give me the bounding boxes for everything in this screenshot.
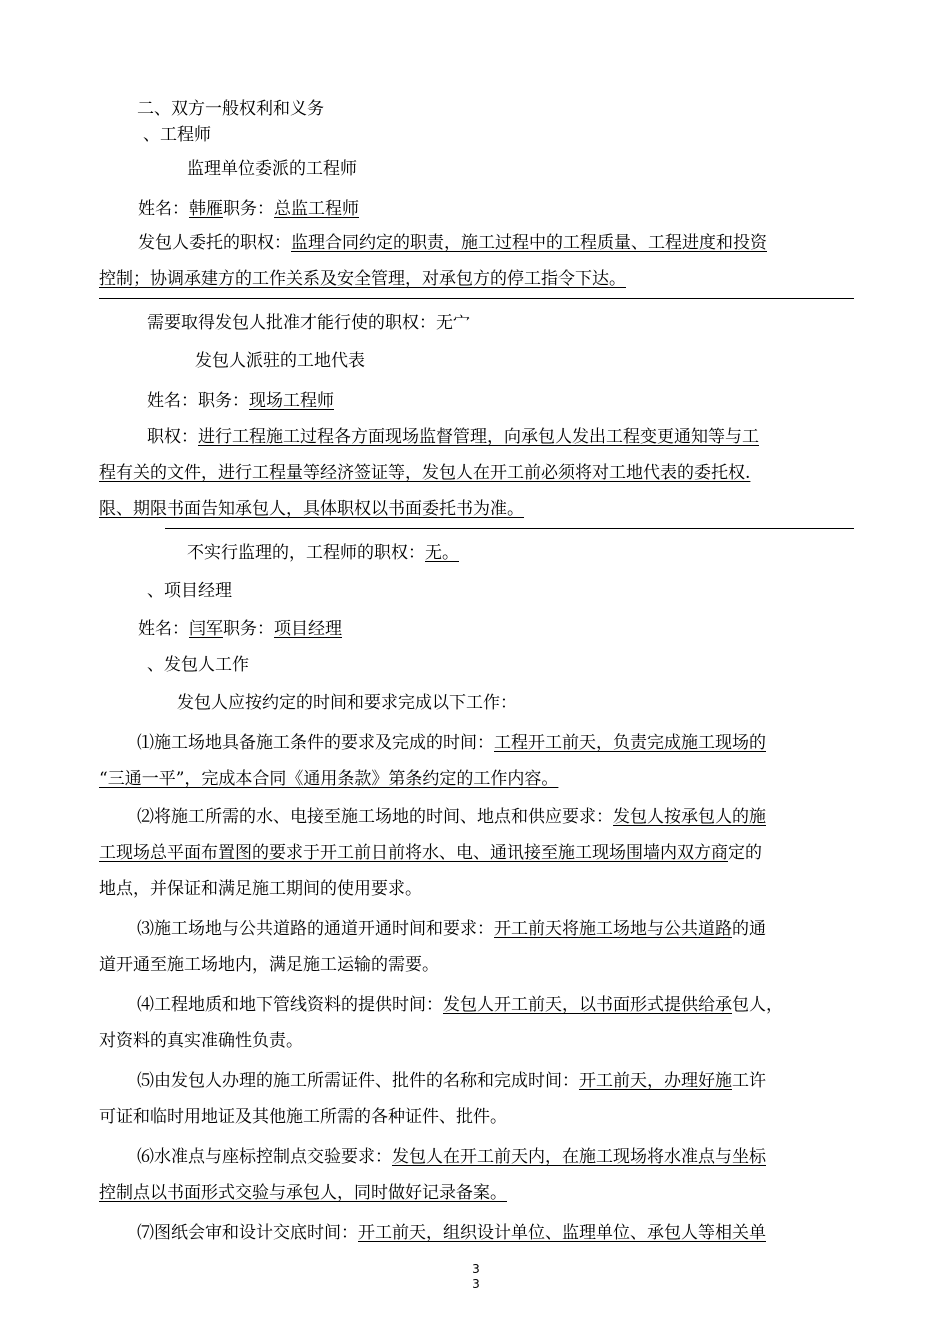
rep-authority-text-3: 限、期限书面告知承包人，具体职权以书面委托书为准。: [99, 499, 524, 519]
engineer-name-line: [138, 198, 359, 220]
pm-position: 项目经理: [274, 619, 342, 639]
item-5-value: 开工前天，办理好施: [579, 1071, 732, 1091]
employer-work-heading: 、发包人工作: [147, 655, 249, 675]
no-supervision-line: [187, 542, 459, 564]
rep-name-line: [147, 390, 334, 412]
pm-position-label: 职务：: [223, 619, 274, 639]
item-5-label: ⑸由发包人办理的施工所需证件、批件的名称和完成时间：: [137, 1071, 579, 1091]
authority-label: 发包人委托的职权：: [138, 233, 291, 253]
item-2-value: 发包人按承包人的施: [613, 807, 766, 827]
authority-text-2: 控制；协调承建方的工作关系及安全管理，对承包方的停工指令下达。: [99, 269, 626, 289]
page-number: 3: [472, 1262, 480, 1276]
rep-heading: 发包人派驻的工地代表: [195, 351, 365, 371]
rep-authority-label: 职权：: [147, 427, 198, 447]
item-4-tail: 包人，: [732, 995, 783, 1015]
item-4-value: 发包人开工前天，以书面形式提供给承: [443, 995, 732, 1015]
approval-needed: 需要取得发包人批准才能行使的职权：无宀: [147, 313, 470, 333]
item-3-tail: 的通: [732, 919, 766, 939]
item-2-value-2: 工现场总平面布置图的要求于开工前日前将水、电、通讯接至施工现场围墙内双方商: [99, 843, 728, 863]
no-supervision-value: 无。: [425, 543, 459, 563]
item-3-value: 开工前天将施工场地与公共道路: [494, 919, 732, 939]
item-2-tail: 定的: [728, 843, 762, 863]
rep-name-label: 姓名：职务：: [147, 391, 249, 411]
item-1-line-1: [137, 732, 766, 754]
item-7-value: 开工前天，组织设计单位、监理单位、承包人等相关单: [358, 1223, 766, 1243]
item-2-line-2: [99, 842, 762, 864]
item-4-label: ⑷工程地质和地下管线资料的提供时间：: [137, 995, 443, 1015]
item-6-line-2: 控制点以书面形式交验与承包人，同时做好记录备案。: [99, 1183, 507, 1203]
authority-line-1: [138, 232, 767, 254]
engineer-heading: 、工程师: [143, 125, 211, 145]
rep-position: 现场工程师: [249, 391, 334, 411]
item-6-label: ⑹水准点与座标控制点交验要求：: [137, 1147, 392, 1167]
page-number-repeat: 3: [472, 1277, 480, 1291]
rep-authority-text-2: 程有关的文件，进行工程量等经济签证等，发包人在开工前必须将对工地代表的委托权.: [99, 463, 751, 483]
rep-authority-text-1: 进行工程施工过程各方面现场监督管理，向承包人发出工程变更通知等与工: [198, 427, 759, 447]
employer-work-intro: 发包人应按约定的时间和要求完成以下工作：: [177, 693, 517, 713]
item-3-line-1: [137, 918, 766, 940]
name-label: 姓名：: [138, 199, 189, 219]
engineer-position: 总监工程师: [274, 199, 359, 219]
item-3-label: ⑶施工场地与公共道路的通道开通时间和要求：: [137, 919, 494, 939]
supervisor-heading: 监理单位委派的工程师: [187, 159, 357, 179]
item-4-line-2: 对资料的真实准确性负责。: [99, 1031, 303, 1051]
authority-text-1: 监理合同约定的职责，施工过程中的工程质量、工程进度和投资: [291, 233, 767, 253]
item-5-line-2: 可证和临时用地证及其他施工所需的各种证件、批件。: [99, 1107, 507, 1127]
engineer-name: 韩雁: [189, 199, 223, 219]
item-1-label: ⑴施工场地具备施工条件的要求及完成的时间：: [137, 733, 494, 753]
position-label: 职务：: [223, 199, 274, 219]
divider-line: [99, 298, 854, 299]
rep-authority-line-1: [147, 426, 759, 448]
item-4-line-1: [137, 994, 783, 1016]
item-1-value: 工程开工前天，负责完成施工现场的: [494, 733, 766, 753]
item-5-tail: 工许: [732, 1071, 766, 1091]
item-2-line-1: [137, 806, 766, 828]
item-6-value: 发包人在开工前天内，在施工现场将水准点与坐标: [392, 1147, 766, 1167]
item-3-line-2: 道开通至施工场地内，满足施工运输的需要。: [99, 955, 439, 975]
item-1-line-2: “三通一平”，完成本合同《通用条款》第条约定的工作内容。: [99, 769, 559, 789]
pm-heading: 、项目经理: [147, 581, 232, 601]
item-7-line-1: [137, 1222, 766, 1244]
divider-line-2: [165, 528, 854, 529]
section-title: 二、双方一般权利和义务: [137, 99, 324, 119]
item-7-label: ⑺图纸会审和设计交底时间：: [137, 1223, 358, 1243]
pm-name: 闫军: [189, 619, 223, 639]
item-2-label: ⑵将施工所需的水、电接至施工场地的时间、地点和供应要求：: [137, 807, 613, 827]
item-2-line-3: 地点，并保证和满足施工期间的使用要求。: [99, 879, 422, 899]
pm-name-label: 姓名：: [138, 619, 189, 639]
item-6-line-1: [137, 1146, 766, 1168]
item-5-line-1: [137, 1070, 766, 1092]
pm-name-line: [138, 618, 342, 640]
no-supervision-label: 不实行监理的，工程师的职权：: [187, 543, 425, 563]
